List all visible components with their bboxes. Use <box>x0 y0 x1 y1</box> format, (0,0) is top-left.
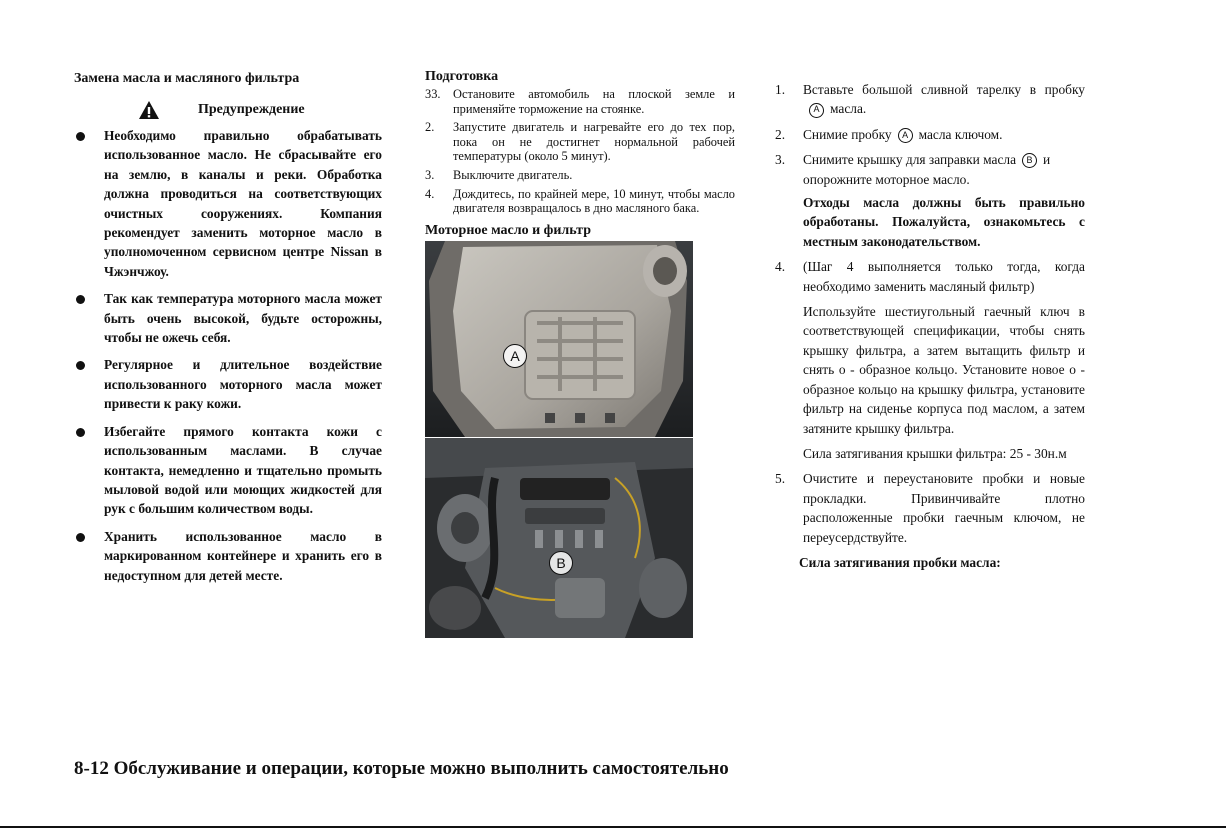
step-text: Выключите двигатель. <box>453 167 573 182</box>
warning-item: Хранить использованное масло в маркированном контейнере и хранить его в недоступном для детей месте. <box>74 527 382 585</box>
warning-header <box>138 100 382 120</box>
step-text: (Шаг 4 выполняется только тогда, когда необходимо заменить масляный фильтр) <box>803 259 1085 294</box>
step-number: 3. <box>425 167 435 182</box>
engine-bay-illustration <box>425 438 693 638</box>
procedure-step-4 <box>775 257 1085 296</box>
marker-a-ref: A <box>809 103 824 118</box>
warning-item: Так как температура моторного масла может быть очень высокой, будьте осторожны, чтобы не ожечь себя. <box>74 289 382 347</box>
procedure-steps-end <box>775 469 1085 547</box>
warning-column <box>74 70 382 593</box>
procedure-steps-cont <box>775 257 1085 296</box>
step-number: 33. <box>425 87 441 101</box>
warning-icon <box>138 100 160 120</box>
step-text: Вставьте большой сливной тарелку в пробку <box>803 82 1085 97</box>
oil-pan-illustration <box>425 241 693 437</box>
step-text: Снимие пробку <box>803 126 892 142</box>
step-number: 4. <box>775 259 786 275</box>
warning-item: Необходимо правильно обрабатывать использованное масло. Не сбрасывайте его на землю, в каналы и реки. Обработка должна проводиться на соответствующих очистных сооружениях. Компания рекомендует заменить моторное масло в уполномоченном сервисном центре Nissan в Чжэнчжоу. <box>74 126 382 281</box>
oil-pan-photo <box>425 241 693 437</box>
oil-filter-title: Моторное масло и фильтр <box>425 222 591 238</box>
step-text: Очистите и переустановите пробки и новые прокладки. Привинчивайте плотно расположенные пробки гаечным ключом, не переусердствуйте. <box>803 471 1085 545</box>
step-text: масла ключом. <box>918 126 1003 142</box>
marker-a: A <box>503 344 527 368</box>
step-number: 4. <box>425 186 435 201</box>
warning-item: Регулярное и длительное воздействие использованного моторного масла может привести к раку кожи. <box>74 355 382 413</box>
procedure-step-3 <box>775 150 1085 189</box>
warning-list <box>74 126 382 585</box>
filter-torque: Сила затягивания крышки фильтра: 25 - 30н.м <box>803 445 1067 461</box>
engine-bay-photo <box>425 438 693 638</box>
step-number: 2. <box>425 120 435 135</box>
procedure-step-2 <box>775 125 1085 144</box>
step-number: 2. <box>775 126 786 142</box>
step-text: и опорожните моторное масло. <box>803 152 1051 187</box>
marker-b: B <box>549 551 573 575</box>
section-title: Замена масла и масляного фильтра <box>74 71 300 86</box>
warning-label: Предупреждение <box>198 102 305 117</box>
procedure-steps <box>775 80 1085 189</box>
prep-step <box>425 187 735 216</box>
prep-step <box>425 168 735 183</box>
preparation-column <box>425 68 735 638</box>
warning-item: Избегайте прямого контакта кожи с использованным маслами. В случае контакта, немедленно и тщательно промыть мыловой водой или моющих жидкостей для рук с большим количеством воды. <box>74 422 382 519</box>
step-number: 3. <box>775 152 786 168</box>
step-text: масла. <box>830 101 867 117</box>
marker-a-ref: A <box>898 128 913 143</box>
preparation-title: Подготовка <box>425 69 499 84</box>
bottom-rule <box>0 826 1226 828</box>
procedure-step-5 <box>775 469 1085 547</box>
marker-b-ref: B <box>1022 153 1037 168</box>
filter-instructions: Используйте шестиугольный гаечный ключ в соответствующей спецификации, чтобы снять крышку фильтра, а затем вытащить фильтр и снять о - образное кольцо. Установите новое о - образное кольцо на крышку фильтра, установите фильтр на сиденье корпуса под маслом, а затем затяните крышку фильтра. <box>803 304 1085 436</box>
procedure-column <box>775 80 1085 572</box>
prep-step <box>425 120 735 164</box>
preparation-steps <box>425 87 735 216</box>
step-text: Остановите автомобиль на плоской земле и применяйте торможение на стоянке. <box>453 87 735 116</box>
step-text: Запустите двигатель и нагревайте его до тех пор, пока он не достигнет нормальной рабочей температуры (около 5 минут). <box>453 120 735 164</box>
page-footer: 8-12 Обслуживание и операции, которые можно выполнить самостоятельно <box>74 758 729 779</box>
step-text: Дождитесь, по крайней мере, 10 минут, чтобы масло двигателя возвращалось в дно масляного бака. <box>453 186 735 216</box>
procedure-step-1 <box>775 80 1085 119</box>
step-text: Снимите крышку для заправки масла <box>803 152 1017 168</box>
step-number: 1. <box>775 82 786 97</box>
prep-step <box>425 87 735 116</box>
disposal-note: Отходы масла должны быть правильно обработаны. Пожалуйста, ознакомьтесь с местным законодательством. <box>803 195 1085 249</box>
drain-plug-torque-title: Сила затягивания пробки масла: <box>799 554 1001 570</box>
step-number: 5. <box>775 471 786 487</box>
